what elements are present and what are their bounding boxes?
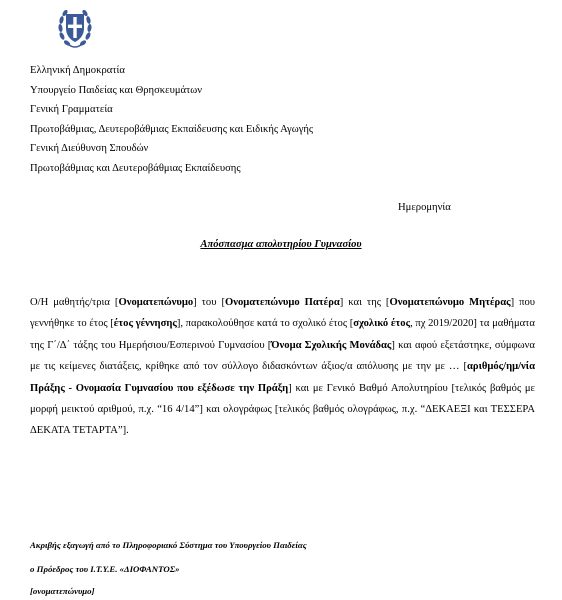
certificate-body	[30, 292, 535, 442]
student-name-placeholder: Ονοματεπώνυμο	[118, 297, 194, 308]
body-text: ], παρακολούθησε κατά το σχολικό έτος [	[176, 318, 354, 330]
school-year-placeholder: σχολικό έτος	[353, 318, 411, 330]
mother-name-placeholder: Ονοματεπώνυμο Μητέρας	[389, 297, 511, 308]
footer-signatory-name: [ονοματεπώνυμο]	[30, 586, 95, 596]
body-text: ] και αφού εξετάστηκε, σύμφωνα με τις κείμενες διατάξεις, κρίθηκε από τον σύλλογο διδασκόντων άξιος/α απόλυσης με την με … [	[30, 339, 535, 373]
greek-coat-of-arms-icon	[57, 6, 93, 50]
school-name-placeholder: Όνομα Σχολικής Μονάδας	[271, 339, 392, 351]
issuing-authority-header	[30, 61, 313, 179]
footer-extract-note: Ακριβής εξαγωγή από το Πληροφοριακό Σύστημα του Υπουργείου Παιδείας	[30, 540, 307, 550]
footer-president: ο Πρόεδρος του Ι.Τ.Υ.Ε. «ΔΙΟΦΑΝΤΟΣ»	[30, 564, 180, 574]
body-text: ] του [	[193, 297, 225, 308]
father-name-placeholder: Ονοματεπώνυμο Πατέρα	[224, 297, 340, 308]
header-line-education-levels: Πρωτοβάθμιας, Δευτεροβάθμιας Εκπαίδευσης και Ειδικής Αγωγής	[30, 123, 314, 135]
document-title: Απόσπασμα απολυτηρίου Γυμνασίου	[200, 239, 362, 250]
header-line-secretariat: Γενική Γραμματεία	[30, 104, 113, 116]
body-text: Ο/Η μαθητής/τρια [	[30, 297, 119, 308]
act-number-placeholder: αριθμός/ημ/νία Πράξης - Ονομασία Γυμνασίου που εξέδωσε την Πράξη	[30, 361, 535, 394]
header-line-directorate: Γενική Διεύθυνση Σπουδών	[30, 143, 149, 155]
birth-year-placeholder: έτος γέννησης	[113, 318, 177, 330]
date-label: Ημερομηνία	[398, 202, 451, 213]
body-text: ] και της [	[339, 297, 390, 308]
body-text: , πχ 2019/2020] τα μαθήματα της Γ΄/Δ΄ τάξης του Ημερήσιου/Εσπερινού Γυμνασίου [	[30, 318, 535, 351]
body-text: ] και με Γενικό Βαθμό Απολυτηρίου [τελικός βαθμός με μορφή μεικτού αριθμού, π.χ. “16 4/14”] και ολογράφως [τελικός βαθμός ολογράφως, π.χ. “ΔΕΚΑΕΞΙ και ΤΕΣΣΕΡΑ ΔΕΚΑΤΑ ΤΕΤΑΡΤΑ”].	[30, 382, 535, 437]
header-line-education: Πρωτοβάθμιας και Δευτεροβάθμιας Εκπαίδευσης	[30, 162, 241, 174]
body-text: ] που γεννήθηκε το έτος [	[30, 297, 535, 330]
header-line-ministry: Υπουργείο Παιδείας και Θρησκευμάτων	[30, 84, 203, 96]
header-line-republic: Ελληνική Δημοκρατία	[30, 65, 125, 76]
